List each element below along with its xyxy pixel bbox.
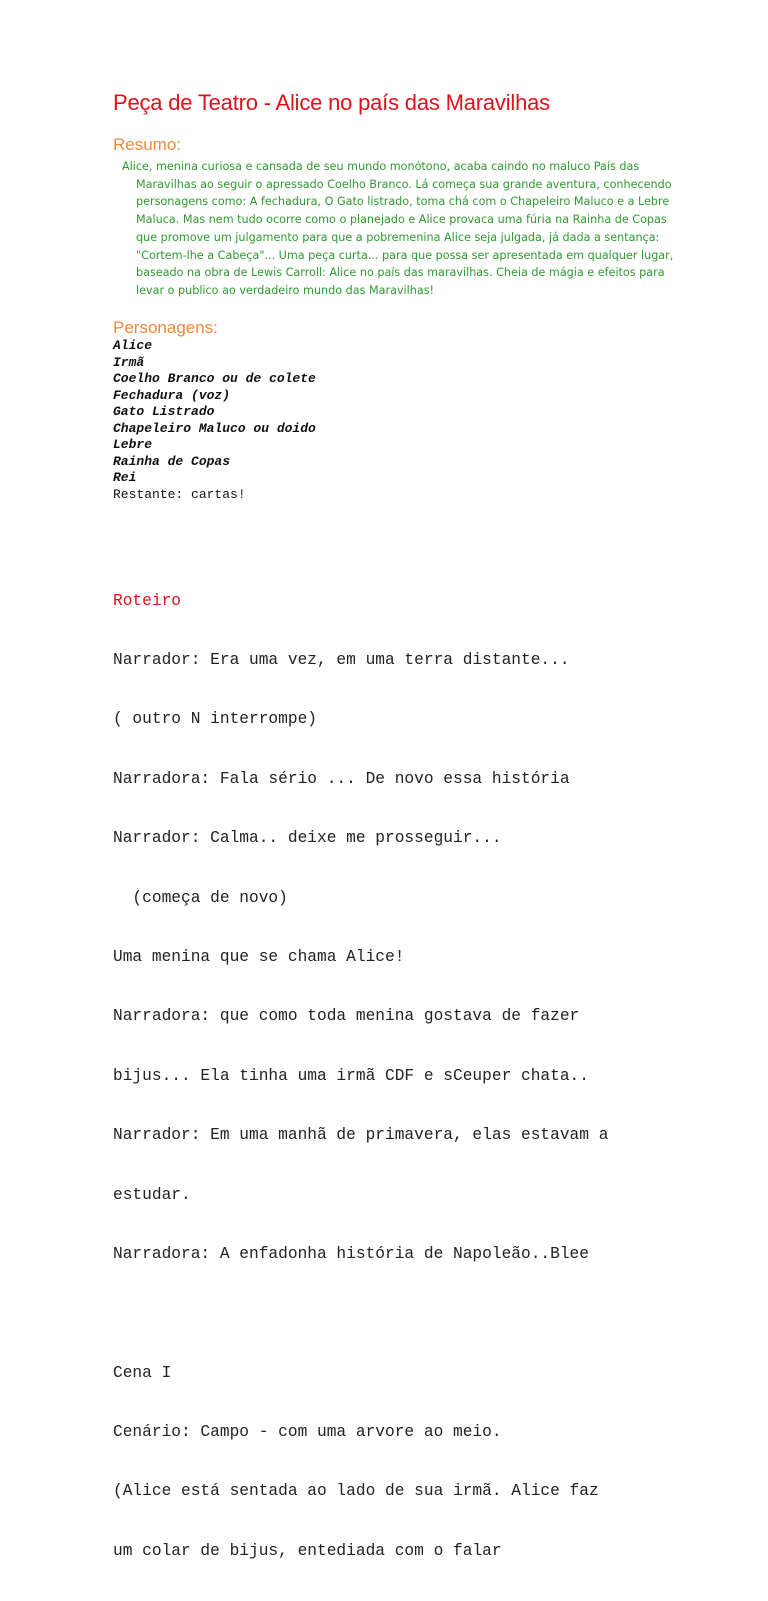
script-line: Cena I (113, 1363, 172, 1382)
characters-list (113, 338, 316, 503)
script-line: Narradora: que como toda menina gostava de fazer (113, 1007, 580, 1026)
character-item: Rei (113, 470, 137, 485)
character-item: Lebre (113, 437, 153, 452)
page-title: Peça de Teatro - Alice no país das Maravilhas (113, 90, 550, 115)
summary-paragraph: Alice, menina curiosa e cansada de seu mundo monótono, acaba caindo no maluco País das Maravilhas ao seguir o apressado Coelho Branco. Lá começa sua grande aventura, conhecendo personagens como: A fechadura, O Gato listrado, toma chá com o Chapeleiro Maluco e a Lebre Maluca. Mas nem tudo ocorre como o planejado e Alice provaca uma fúria na Rainha de Copas que promove um julgamento para que a pobremenina Alice seja julgada, já dada a sentança: "Cortem-lhe a Cabeça"... Uma peça curta... para que possa ser apresentada em qualquer lugar, baseado na obra de Lewis Carroll: Alice no país das maravilhas. Cheia de mágia e efeitos para levar o publico ao verdadeiro mundo das Maravilhas! (122, 160, 674, 297)
script-line: Narrador: Em uma manhã de primavera, elas estavam a (113, 1126, 609, 1145)
script-line: (começa de novo) (113, 888, 288, 907)
script-line: Narradora: Fala sério ... De novo essa história (113, 769, 570, 788)
character-item: Coelho Branco ou de colete (113, 371, 316, 386)
character-item: Gato Listrado (113, 404, 215, 419)
script-line: Narrador: Calma.. deixe me prosseguir... (113, 829, 502, 848)
script-line: Narrador: Era uma vez, em uma terra distante... (113, 650, 570, 669)
script-line: um colar de bijus, entediada com o falar (113, 1541, 502, 1560)
script-line: estudar. (113, 1185, 191, 1204)
summary-heading: Resumo: (113, 135, 182, 154)
script-line: ( outro N interrompe) (113, 710, 317, 729)
script-line: Uma menina que se chama Alice! (113, 947, 405, 966)
character-item: Alice (113, 338, 153, 353)
script-heading: Roteiro (113, 591, 181, 610)
character-item: Chapeleiro Maluco ou doido (113, 420, 316, 436)
script-blank-line (113, 1304, 608, 1324)
character-item: Fechadura (voz) (113, 387, 231, 403)
characters-rest: Restante: cartas! (113, 486, 246, 502)
script-section (113, 552, 608, 1601)
character-item: Rainha de Copas (113, 453, 231, 469)
character-item: Irmã (113, 354, 145, 370)
script-line: bijus... Ela tinha uma irmã CDF e sCeuper chata.. (113, 1066, 589, 1085)
characters-heading: Personagens: (113, 318, 218, 337)
script-line: Narradora: A enfadonha história de Napoleão..Blee (113, 1244, 589, 1263)
script-line: Cenário: Campo - com uma arvore ao meio. (113, 1423, 502, 1442)
script-line: (Alice está sentada ao lado de sua irmã. Alice faz (113, 1482, 599, 1501)
